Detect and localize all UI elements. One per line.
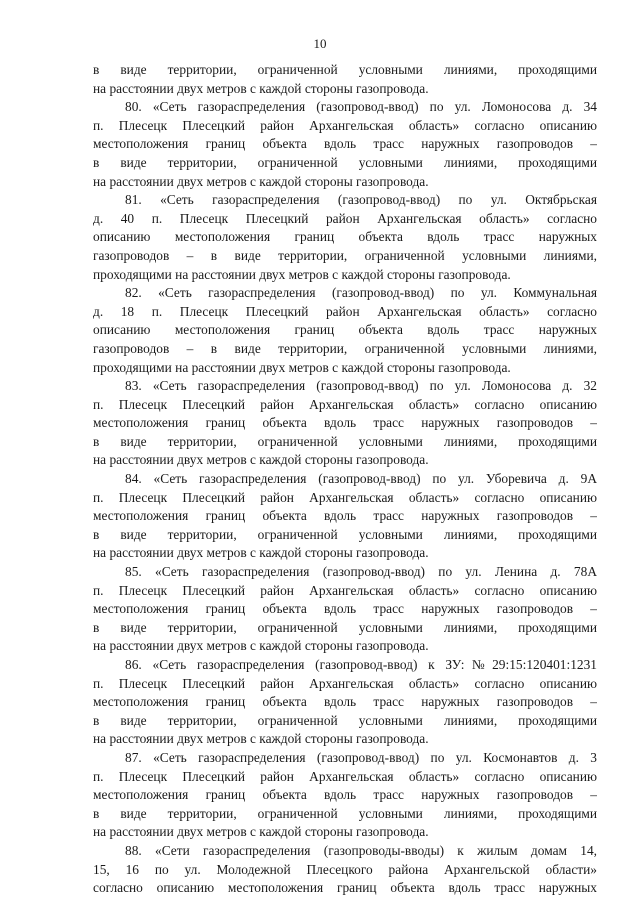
document-body <box>93 61 597 898</box>
text-line: 87. «Сеть газораспределения (газопровод-ввод) по ул. Космонавтов д. 3 <box>125 749 597 765</box>
text-line: описанию местоположения границ объекта вдоль трасс наружных <box>93 322 597 338</box>
paragraph-p80 <box>93 98 597 191</box>
paragraph-p88 <box>93 842 597 898</box>
text-line: местоположения границ объекта вдоль трасс наружных газопроводов – <box>93 508 597 524</box>
text-line: проходящими на расстоянии двух метров с каждой стороны газопровода. <box>93 266 511 282</box>
text-line: в виде территории, ограниченной условными линиями, проходящими <box>93 526 597 542</box>
paragraph-p83 <box>93 377 597 470</box>
page-number: 10 <box>313 36 327 51</box>
text-line: в виде территории, ограниченной условными линиями, проходящими <box>93 712 597 728</box>
text-line: п. Плесецк Плесецкий район Архангельская область» согласно описанию <box>93 768 597 784</box>
text-line: на расстоянии двух метров с каждой стороны газопровода. <box>93 545 429 561</box>
text-line: на расстоянии двух метров с каждой стороны газопровода. <box>93 80 429 96</box>
text-line: местоположения границ объекта вдоль трасс наружных газопроводов – <box>93 787 597 803</box>
paragraph-p85 <box>93 563 597 656</box>
text-line: п. Плесецк Плесецкий район Архангельская область» согласно описанию <box>93 582 597 598</box>
text-line: п. Плесецк Плесецкий район Архангельская область» согласно описанию <box>93 489 597 505</box>
text-line: 82. «Сеть газораспределения (газопровод-ввод) по ул. Коммунальная <box>125 285 597 301</box>
text-line: местоположения границ объекта вдоль трасс наружных газопроводов – <box>93 415 597 431</box>
text-line: 85. «Сеть газораспределения (газопровод-ввод) по ул. Ленина д. 78А <box>125 564 597 580</box>
text-line: местоположения границ объекта вдоль трасс наружных газопроводов – <box>93 694 597 710</box>
text-line: п. Плесецк Плесецкий район Архангельская область» согласно описанию <box>93 117 597 133</box>
paragraph-p82 <box>93 284 597 377</box>
text-line: в виде территории, ограниченной условными линиями, проходящими <box>93 62 597 77</box>
text-line: п. Плесецк Плесецкий район Архангельская область» согласно описанию <box>93 675 597 691</box>
text-line: 81. «Сеть газораспределения (газопровод-ввод) по ул. Октябрьская <box>125 192 597 208</box>
text-line: газопроводов – в виде территории, ограниченной условными линиями, <box>93 247 597 263</box>
paragraph-p86 <box>93 656 597 749</box>
text-line: проходящими на расстоянии двух метров с каждой стороны газопровода. <box>93 359 511 375</box>
paragraph-p87 <box>93 749 597 842</box>
text-line: описанию местоположения границ объекта вдоль трасс наружных <box>93 229 597 245</box>
text-line: на расстоянии двух метров с каждой стороны газопровода. <box>93 824 429 840</box>
text-line: газопроводов – в виде территории, ограниченной условными линиями, <box>93 340 597 356</box>
text-line: местоположения границ объекта вдоль трасс наружных газопроводов – <box>93 601 597 617</box>
text-line: на расстоянии двух метров с каждой стороны газопровода. <box>93 638 429 654</box>
paragraph-cont <box>93 61 597 98</box>
text-line: 15, 16 по ул. Молодежной Плесецкого района Архангельской области» <box>93 861 597 877</box>
text-line: в виде территории, ограниченной условными линиями, проходящими <box>93 805 597 821</box>
paragraph-p84 <box>93 470 597 563</box>
text-line: 86. «Сеть газораспределения (газопровод-ввод) к ЗУ:№29:15:120401:1231 <box>125 657 597 672</box>
text-line: на расстоянии двух метров с каждой стороны газопровода. <box>93 452 429 468</box>
text-line: на расстоянии двух метров с каждой стороны газопровода. <box>93 731 429 747</box>
text-line: на расстоянии двух метров с каждой стороны газопровода. <box>93 173 429 189</box>
text-line: 88. «Сети газораспределения (газопроводы-вводы) к жилым домам 14, <box>125 842 597 858</box>
text-line: в виде территории, ограниченной условными линиями, проходящими <box>93 433 597 449</box>
paragraph-p81 <box>93 191 597 284</box>
text-line: в виде территории, ограниченной условными линиями, проходящими <box>93 619 597 635</box>
text-line: 84. «Сеть газораспределения (газопровод-ввод) по ул. Уборевича д. 9А <box>125 471 597 487</box>
text-line: 80. «Сеть газораспределения (газопровод-ввод) по ул. Ломоносова д. 34 <box>125 99 597 115</box>
text-line: п. Плесецк Плесецкий район Архангельская область» согласно описанию <box>93 396 597 412</box>
text-line: д. 40 п. Плесецк Плесецкий район Архангельская область» согласно <box>93 210 597 226</box>
text-line: согласно описанию местоположения границ объекта вдоль трасс наружных <box>93 880 597 896</box>
text-line: 83. «Сеть газораспределения (газопровод-ввод) по ул. Ломоносова д. 32 <box>125 378 597 394</box>
text-line: в виде территории, ограниченной условными линиями, проходящими <box>93 154 597 170</box>
text-line: д. 18 п. Плесецк Плесецкий район Архангельская область» согласно <box>93 303 597 319</box>
text-line: местоположения границ объекта вдоль трасс наружных газопроводов – <box>93 136 597 152</box>
